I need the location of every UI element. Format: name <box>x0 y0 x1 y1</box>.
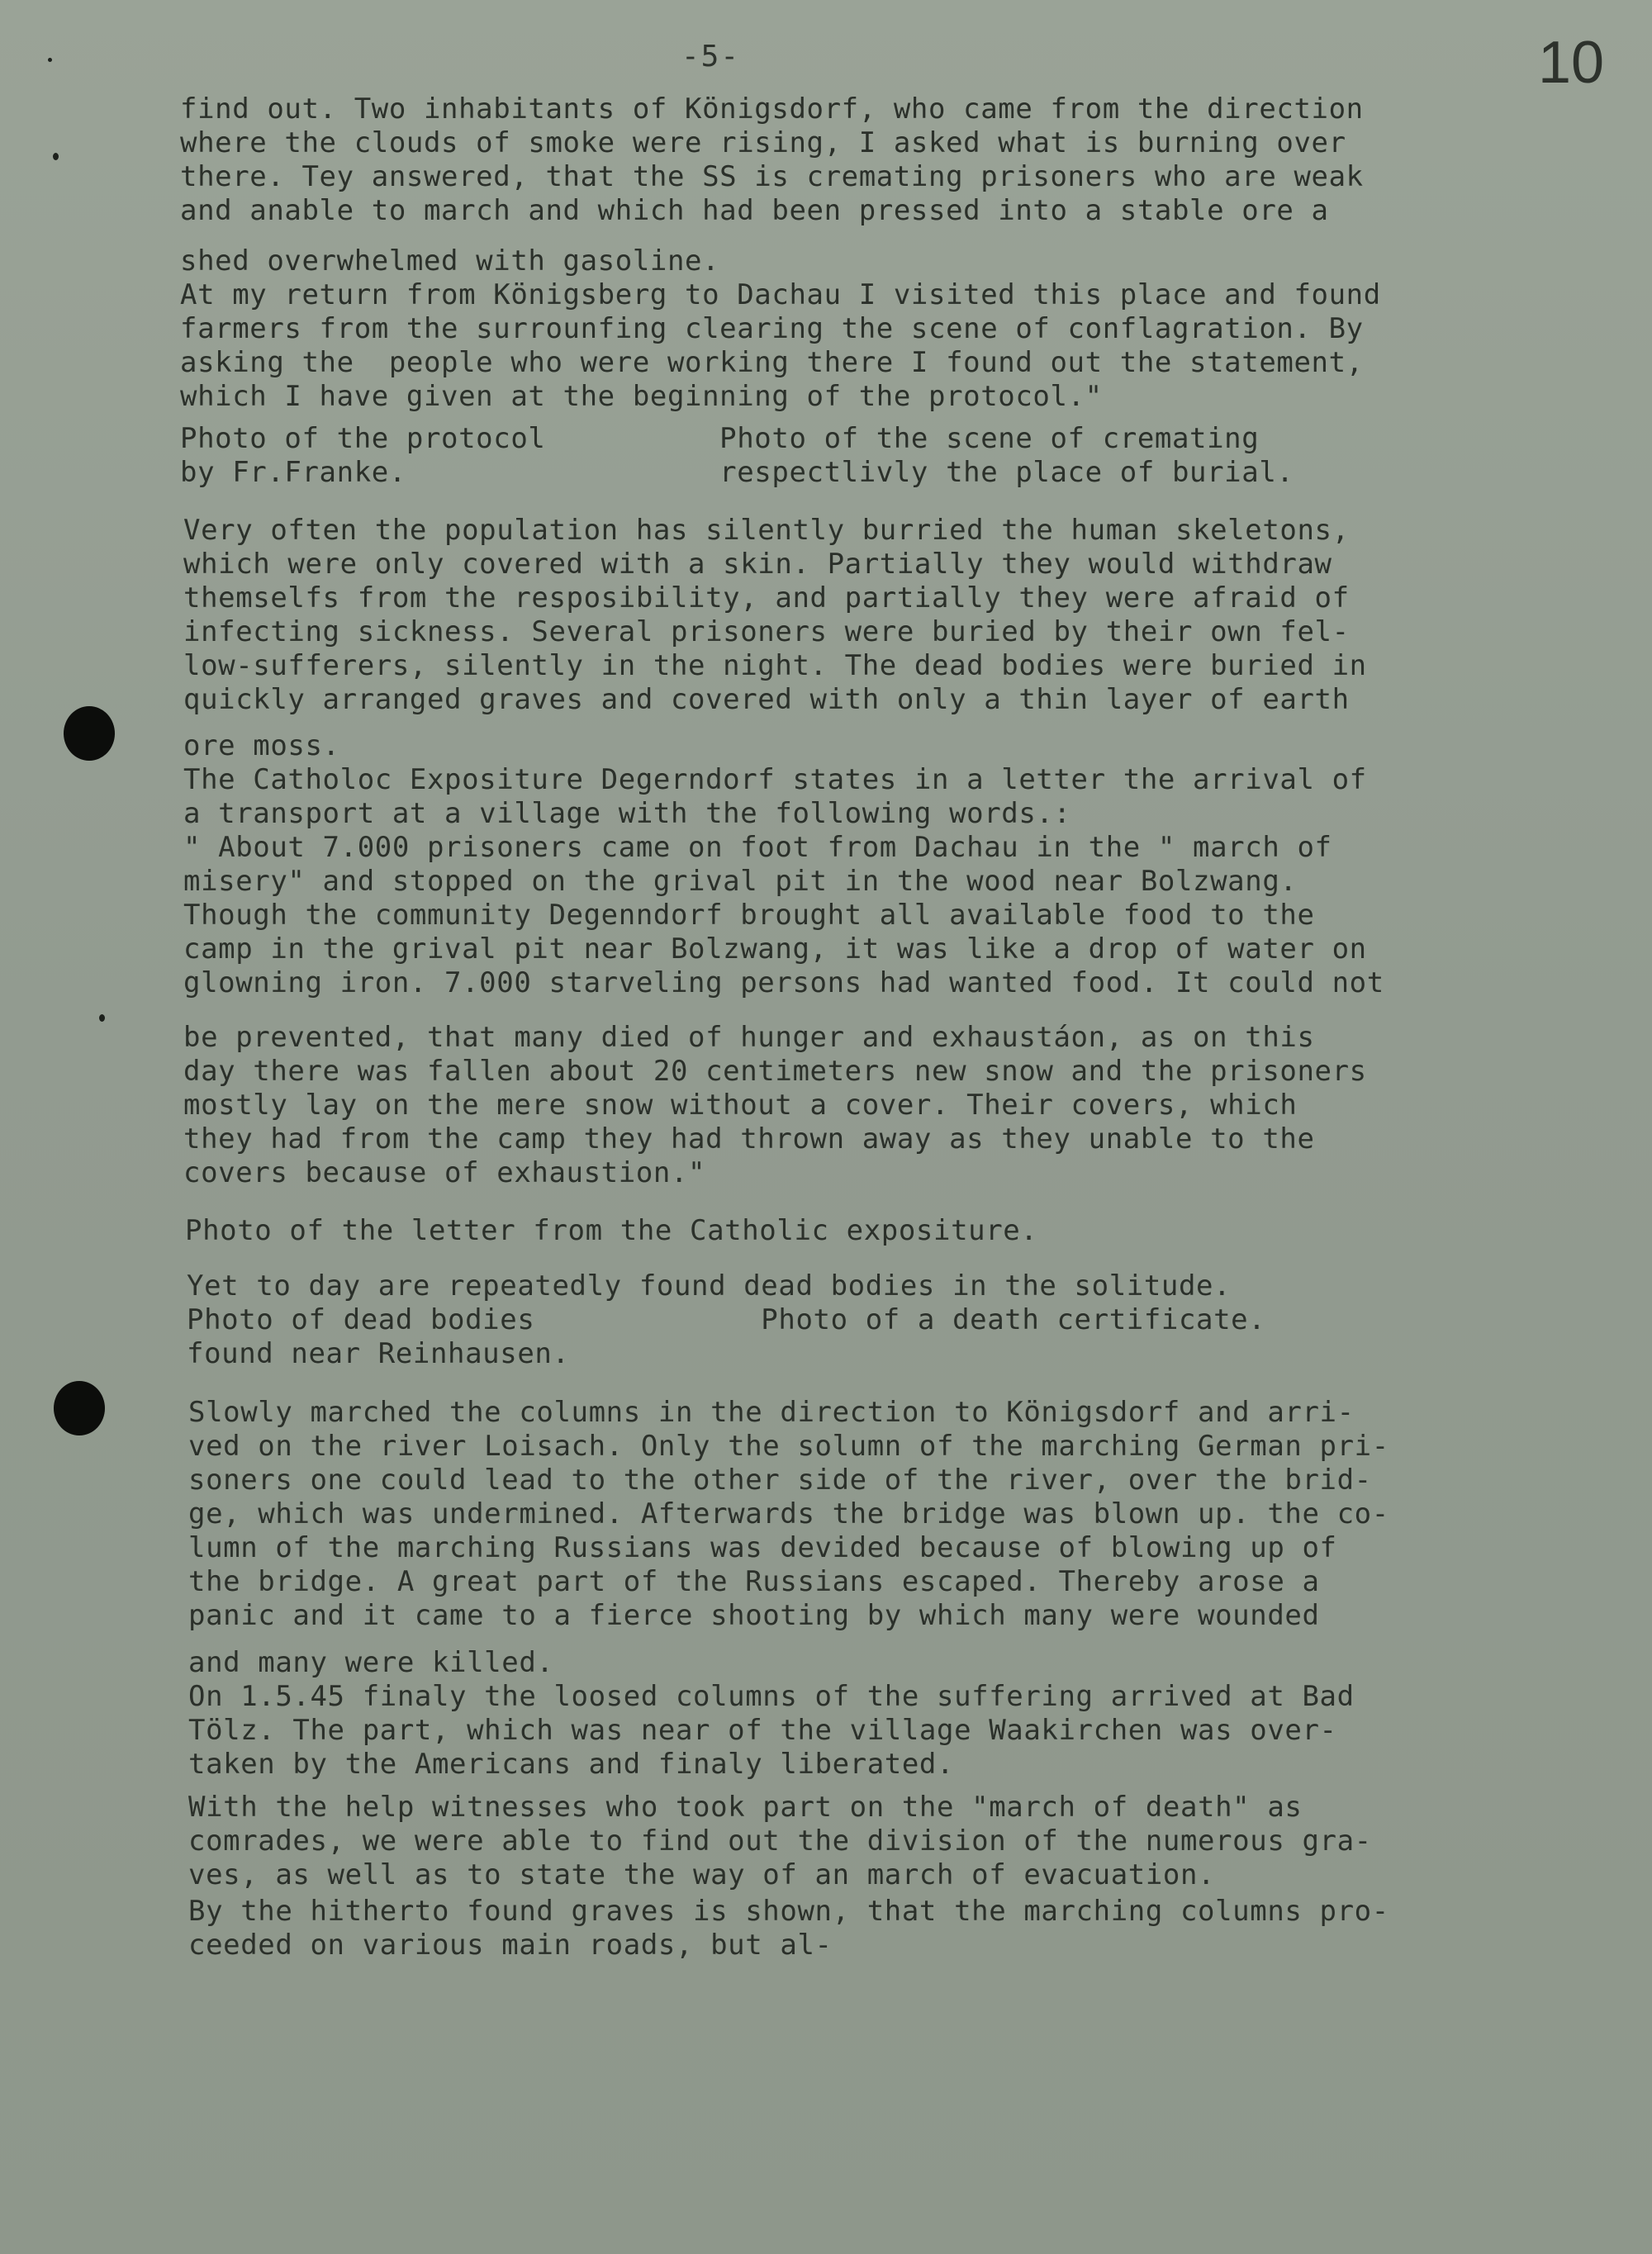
text-line: Slowly marched the columns in the direction to Königsdorf and arri- <box>188 1396 1355 1429</box>
quote-line: misery" and stopped on the grival pit in the wood near Bolzwang. <box>183 865 1298 898</box>
text-line: Yet to day are repeatedly found dead bodies in the solitude. <box>187 1269 1232 1303</box>
text-line: a transport at a village with the following words.: <box>183 797 1071 830</box>
text-line: soners one could lead to the other side of the river, over the brid- <box>188 1464 1372 1497</box>
text-line: and anable to march and which had been pressed into a stable ore a <box>180 194 1329 227</box>
text-line: On 1.5.45 finaly the loosed columns of the suffering arrived at Bad <box>188 1680 1355 1713</box>
text-line: infecting sickness. Several prisoners were buried by their own fel- <box>183 615 1350 648</box>
text-line: Very often the population has silently burried the human skeletons, <box>183 514 1350 547</box>
text-line: which were only covered with a skin. Partially they would withdraw <box>183 548 1332 581</box>
archive-number: 10 <box>1538 30 1605 96</box>
text-line: asking the people who were working there I found out the statement, <box>180 346 1364 379</box>
quote-line: day there was fallen about 20 centimeters new snow and the prisoners <box>183 1055 1367 1088</box>
text-line: Tölz. The part, which was near of the village Waakirchen was over- <box>188 1714 1337 1747</box>
text-line: ge, which was undermined. Afterwards the bridge was blown up. the co- <box>188 1497 1389 1530</box>
text-line: With the help witnesses who took part on the "march of death" as <box>188 1791 1303 1824</box>
text-line: comrades, we were able to find out the division of the numerous gra- <box>188 1825 1372 1858</box>
text-line: the bridge. A great part of the Russians escaped. Thereby arose a <box>188 1565 1320 1598</box>
text-line: low-sufferers, silently in the night. The dead bodies were buried in <box>183 649 1367 682</box>
text-line: find out. Two inhabitants of Königsdorf, who came from the direction <box>180 93 1364 126</box>
photo-caption: Photo of the letter from the Catholic expositure. <box>185 1214 1038 1247</box>
text-line: ceeded on various main roads, but al- <box>188 1929 833 1962</box>
text-line: At my return from Königsberg to Dachau I visited this place and found <box>180 278 1381 311</box>
text-line: ved on the river Loisach. Only the solumn of the marching German pri- <box>188 1430 1389 1463</box>
text-line: panic and it came to a fierce shooting by which many were wounded <box>188 1599 1320 1632</box>
text-line: and many were killed. <box>188 1646 554 1679</box>
text-line: By the hitherto found graves is shown, that the marching columns pro- <box>188 1895 1389 1928</box>
text-line: where the clouds of smoke were rising, I asked what is burning over <box>180 126 1346 159</box>
text-line: taken by the Americans and finaly liberated. <box>188 1748 955 1781</box>
quote-line: Though the community Degenndorf brought all available food to the <box>183 899 1315 932</box>
text-line: The Catholoc Expositure Degerndorf states in a letter the arrival of <box>183 763 1367 796</box>
photo-caption: found near Reinhausen. <box>187 1337 570 1370</box>
text-line: shed overwhelmed with gasoline. <box>180 244 720 278</box>
photo-caption: Photo of dead bodies Photo of a death certificate. <box>187 1303 1266 1336</box>
quote-line: glowning iron. 7.000 starveling persons had wanted food. It could not <box>183 966 1384 999</box>
quote-line: be prevented, that many died of hunger and exhaustáon, as on this <box>183 1021 1315 1054</box>
text-line: ore moss. <box>183 729 340 762</box>
text-line: there. Tey answered, that the SS is cremating prisoners who are weak <box>180 160 1364 193</box>
quote-line: mostly lay on the mere snow without a cover. Their covers, which <box>183 1089 1298 1122</box>
text-line: themselfs from the resposibility, and partially they were afraid of <box>183 581 1350 615</box>
photo-caption: Photo of the protocol Photo of the scene of cremating <box>180 422 1260 455</box>
quote-line: covers because of exhaustion." <box>183 1156 706 1189</box>
quote-line: camp in the grival pit near Bolzwang, it was like a drop of water on <box>183 932 1367 966</box>
photo-caption: by Fr.Franke. respectlivly the place of burial. <box>180 456 1294 489</box>
quote-line: " About 7.000 prisoners came on foot from Dachau in the " march of <box>183 831 1332 864</box>
text-line: farmers from the surrounfing clearing the scene of conflagration. By <box>180 312 1364 345</box>
text-line: quickly arranged graves and covered with only a thin layer of earth <box>183 683 1350 716</box>
page-number: -5- <box>681 40 741 74</box>
quote-line: they had from the camp they had thrown away as they unable to the <box>183 1122 1315 1155</box>
text-line: ves, as well as to state the way of an march of evacuation. <box>188 1858 1216 1891</box>
text-line: which I have given at the beginning of the protocol." <box>180 380 1103 413</box>
text-line: lumn of the marching Russians was devided because of blowing up of <box>188 1531 1337 1564</box>
